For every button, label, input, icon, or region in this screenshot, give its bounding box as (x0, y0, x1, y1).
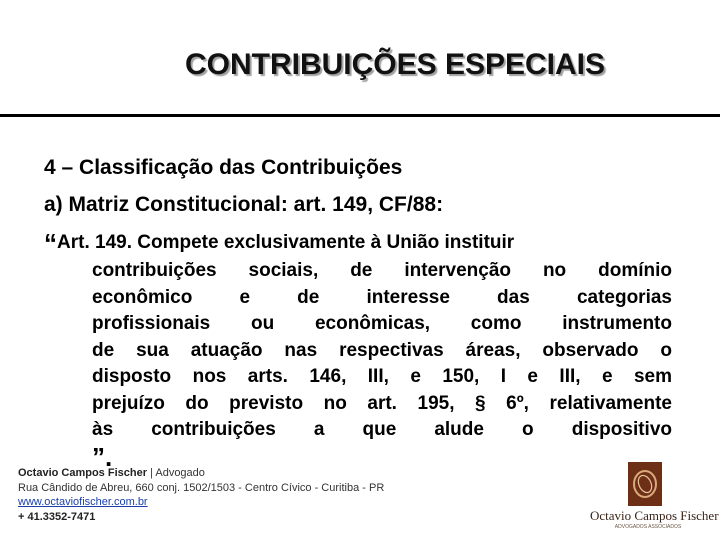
quote-body (92, 258, 672, 470)
lawyer-name: Octavio Campos Fischer (18, 467, 147, 479)
quote-first-line (44, 228, 674, 259)
website-link[interactable]: www.octaviofischer.com.br (18, 496, 148, 509)
logo-emblem-icon (628, 462, 662, 506)
subsection-heading: a) Matriz Constitucional: art. 149, CF/88: (44, 193, 444, 216)
slide-title: CONTRIBUIÇÕES ESPECIAIS (184, 48, 606, 81)
open-quote-mark: “ (44, 228, 57, 258)
quote-line: disposto nos arts. 146, III, e 150, I e III, e sem (92, 366, 672, 387)
quote-line: contribuições sociais, de intervenção no domínio (92, 260, 672, 281)
phone-number: + 41.3352-7471 (18, 510, 96, 523)
lawyer-role: | Advogado (147, 467, 205, 479)
title-divider (0, 114, 720, 117)
section-heading: 4 – Classificação das Contribuições (44, 156, 403, 179)
quote-first-text: Art. 149. Compete exclusivamente à União instituir (57, 232, 515, 253)
quote-line: de sua atuação nas respectivas áreas, observado o (92, 339, 672, 361)
logo-tagline: ADVOGADOS ASSOCIADOS (614, 524, 682, 530)
footer-contact (18, 466, 384, 524)
quote-line: às contribuições a que alude o dispositivo (92, 419, 672, 440)
footer-address: Rua Cândido de Abreu, 660 conj. 1502/1503 - Centro Cívico - Curitiba - PR (18, 481, 385, 494)
logo-name: Octavio Campos Fischer (590, 508, 719, 523)
quote-line: profissionais ou econômicas, como instrumento (92, 313, 672, 334)
footer-name-line (18, 466, 384, 481)
quote-line: prejuízo do previsto no art. 195, § 6º, relativamente (92, 392, 672, 414)
close-quote-mark: ”. (92, 441, 113, 472)
quote-line: econômico e de interesse das categorias (92, 286, 672, 308)
